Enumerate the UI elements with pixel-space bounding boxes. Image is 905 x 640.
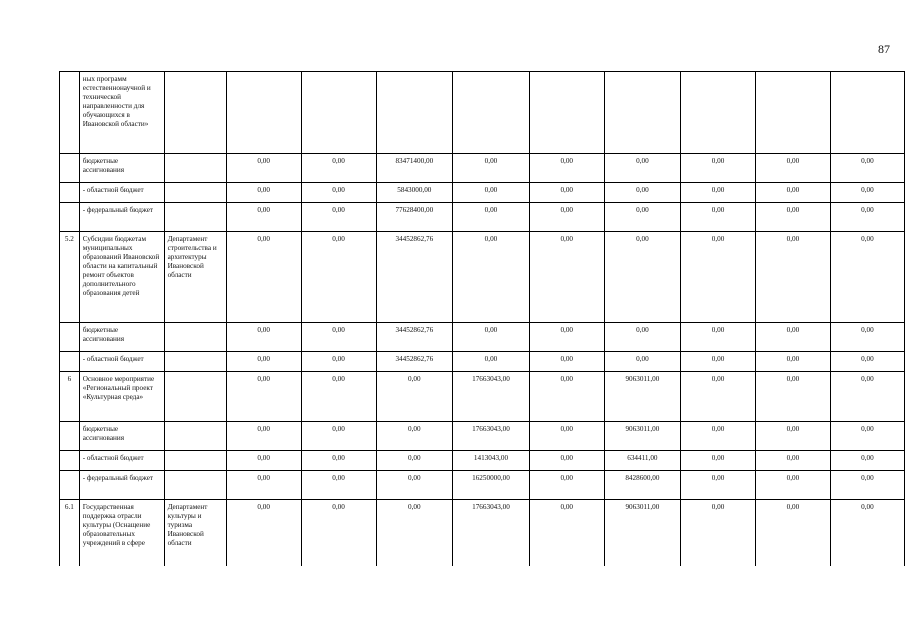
value-cell: 0,00 [301,323,376,352]
row-name-cell: бюджетные ассигнования [79,323,164,352]
value-cell [681,72,756,154]
row-number-cell: 5.2 [60,232,80,323]
value-cell: 0,00 [529,372,604,422]
value-cell: 0,00 [755,232,830,323]
value-cell [226,72,301,154]
executor-cell [164,183,226,203]
value-cell: 0,00 [681,154,756,183]
value-cell: 0,00 [830,422,904,451]
value-cell: 0,00 [681,372,756,422]
row-name-cell: Субсидии бюджетам муниципальных образований Ивановской области на капитальный ремонт объектов дополнительного образования детей [79,232,164,323]
table-row [60,203,905,232]
row-name-cell: - федеральный бюджет [79,203,164,232]
value-cell: 0,00 [681,352,756,372]
value-cell: 83471400,00 [376,154,453,183]
row-number-cell [60,323,80,352]
value-cell: 0,00 [301,451,376,471]
executor-cell [164,352,226,372]
value-cell: 0,00 [376,422,453,451]
value-cell: 9063011,00 [604,372,680,422]
row-name-cell: бюджетные ассигнования [79,422,164,451]
value-cell: 0,00 [529,451,604,471]
value-cell: 0,00 [755,203,830,232]
value-cell: 0,00 [755,500,830,567]
value-cell: 0,00 [529,471,604,500]
value-cell: 1413043,00 [453,451,530,471]
table-row [60,232,905,323]
value-cell: 634411,00 [604,451,680,471]
value-cell: 0,00 [226,154,301,183]
budget-table [59,71,905,566]
row-number-cell [60,203,80,232]
value-cell: 0,00 [830,352,904,372]
table-row [60,154,905,183]
value-cell: 0,00 [604,203,680,232]
value-cell: 0,00 [830,323,904,352]
executor-cell [164,451,226,471]
value-cell: 0,00 [755,451,830,471]
value-cell: 0,00 [830,500,904,567]
value-cell: 0,00 [681,232,756,323]
value-cell: 0,00 [830,372,904,422]
value-cell: 77628400,00 [376,203,453,232]
value-cell: 0,00 [830,154,904,183]
row-name-cell: - областной бюджет [79,352,164,372]
value-cell: 0,00 [681,323,756,352]
value-cell [301,72,376,154]
value-cell: 0,00 [681,203,756,232]
executor-cell [164,471,226,500]
value-cell: 34452862,76 [376,323,453,352]
value-cell: 0,00 [755,422,830,451]
value-cell: 0,00 [226,451,301,471]
executor-cell [164,422,226,451]
value-cell: 0,00 [453,352,530,372]
table-row [60,422,905,451]
value-cell: 0,00 [226,471,301,500]
value-cell: 0,00 [301,471,376,500]
value-cell: 0,00 [529,422,604,451]
value-cell: 17663043,00 [453,372,530,422]
value-cell: 34452862,76 [376,232,453,323]
value-cell: 0,00 [301,500,376,567]
executor-cell [164,372,226,422]
value-cell: 0,00 [226,232,301,323]
executor-cell [164,203,226,232]
value-cell: 17663043,00 [453,500,530,567]
table-row [60,72,905,154]
value-cell: 0,00 [453,323,530,352]
value-cell: 0,00 [301,352,376,372]
row-number-cell [60,471,80,500]
row-number-cell [60,422,80,451]
value-cell: 0,00 [681,451,756,471]
value-cell: 9063011,00 [604,500,680,567]
value-cell: 8428600,00 [604,471,680,500]
value-cell: 9063011,00 [604,422,680,451]
value-cell: 0,00 [226,323,301,352]
row-number-cell [60,451,80,471]
value-cell: 0,00 [755,154,830,183]
value-cell: 0,00 [681,500,756,567]
value-cell: 0,00 [226,372,301,422]
executor-cell: Департамент строительства и архитектуры Ивановской области [164,232,226,323]
value-cell: 0,00 [529,232,604,323]
value-cell [453,72,530,154]
row-name-cell: - федеральный бюджет [79,471,164,500]
row-name-cell: Основное мероприятие «Региональный проект «Культурная среда» [79,372,164,422]
value-cell: 0,00 [376,500,453,567]
value-cell: 0,00 [830,183,904,203]
value-cell: 34452862,76 [376,352,453,372]
value-cell: 0,00 [604,154,680,183]
value-cell: 0,00 [226,183,301,203]
value-cell: 0,00 [376,372,453,422]
value-cell: 0,00 [226,352,301,372]
value-cell [830,72,904,154]
value-cell: 0,00 [604,183,680,203]
value-cell: 0,00 [755,352,830,372]
value-cell: 0,00 [453,154,530,183]
value-cell: 0,00 [830,451,904,471]
value-cell: 0,00 [830,471,904,500]
table-row [60,471,905,500]
table-row [60,323,905,352]
row-number-cell: 6.1 [60,500,80,567]
value-cell [755,72,830,154]
value-cell: 0,00 [226,500,301,567]
row-name-cell: ных программ естественнонаучной и технической направленности для обучающихся в Ивановской области» [79,72,164,154]
executor-cell [164,154,226,183]
value-cell: 0,00 [529,183,604,203]
value-cell: 0,00 [681,471,756,500]
value-cell: 0,00 [604,232,680,323]
value-cell: 0,00 [453,203,530,232]
value-cell: 0,00 [376,451,453,471]
table-row [60,451,905,471]
value-cell: 5843000,00 [376,183,453,203]
value-cell: 0,00 [301,372,376,422]
table-row [60,183,905,203]
row-number-cell [60,72,80,154]
value-cell: 0,00 [681,422,756,451]
value-cell: 0,00 [681,183,756,203]
value-cell [376,72,453,154]
value-cell: 0,00 [453,232,530,323]
value-cell [604,72,680,154]
value-cell: 0,00 [755,183,830,203]
value-cell: 0,00 [301,232,376,323]
row-number-cell [60,154,80,183]
value-cell: 0,00 [604,352,680,372]
row-name-cell: Государственная поддержка отрасли культуры (Оснащение образовательных учреждений в сфере [79,500,164,567]
executor-cell: Департамент культуры и туризма Ивановской области [164,500,226,567]
executor-cell [164,323,226,352]
page-number: 87 [878,42,890,56]
value-cell: 0,00 [529,203,604,232]
value-cell: 0,00 [376,471,453,500]
value-cell: 0,00 [301,183,376,203]
row-name-cell: - областной бюджет [79,451,164,471]
value-cell: 0,00 [301,154,376,183]
value-cell: 0,00 [529,500,604,567]
value-cell: 0,00 [830,232,904,323]
table-row [60,500,905,567]
value-cell: 0,00 [604,323,680,352]
value-cell: 0,00 [529,323,604,352]
value-cell: 0,00 [755,372,830,422]
value-cell [529,72,604,154]
value-cell: 0,00 [226,422,301,451]
table-row [60,372,905,422]
row-name-cell: бюджетные ассигнования [79,154,164,183]
value-cell: 0,00 [301,203,376,232]
row-number-cell: 6 [60,372,80,422]
value-cell: 0,00 [453,183,530,203]
value-cell: 0,00 [301,422,376,451]
value-cell: 0,00 [529,154,604,183]
value-cell: 0,00 [226,203,301,232]
row-number-cell [60,352,80,372]
value-cell: 0,00 [755,471,830,500]
executor-cell [164,72,226,154]
value-cell: 17663043,00 [453,422,530,451]
value-cell: 0,00 [529,352,604,372]
value-cell: 0,00 [830,203,904,232]
value-cell: 0,00 [755,323,830,352]
value-cell: 16250000,00 [453,471,530,500]
row-name-cell: - областной бюджет [79,183,164,203]
table-row [60,352,905,372]
row-number-cell [60,183,80,203]
